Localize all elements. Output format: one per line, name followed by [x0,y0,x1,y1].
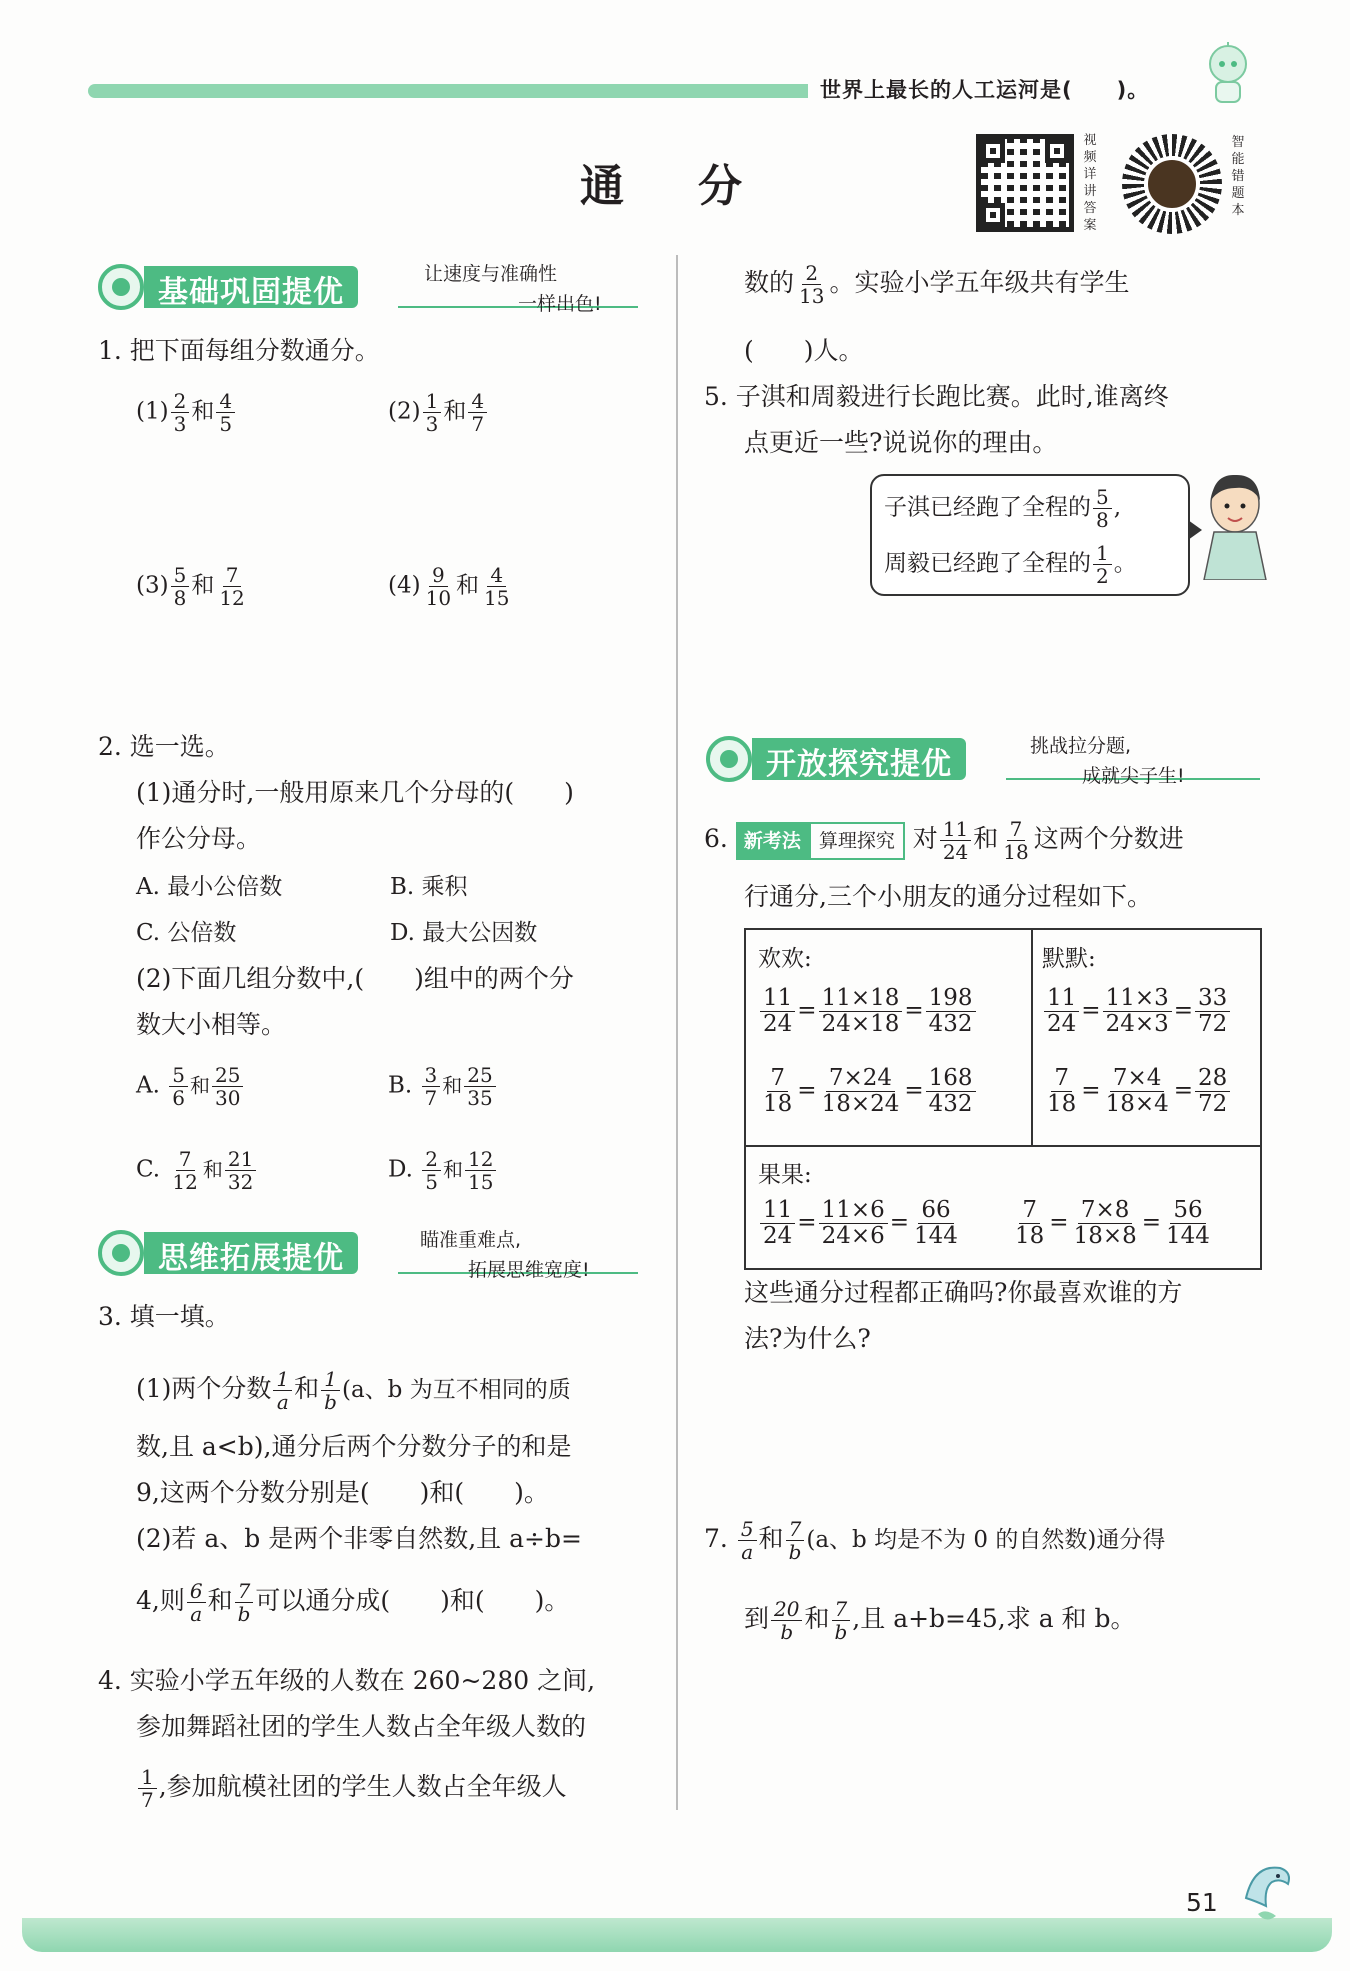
qr-center-logo [1144,156,1200,212]
momo-eq2: $\frac{7}{18}$ = $\frac{7\times 4}{18\times 4}$ = $\frac{28}{72}$ [1042,1066,1232,1117]
q6-question-line2: 法?为什么? [744,1324,871,1353]
text: 数的 [744,268,795,297]
q3-part2-line1: (2)若 a、b 是两个非零自然数,且 a÷b= [136,1524,582,1553]
qr1-caption-char: 讲 [1083,184,1097,199]
fraction [796,262,827,307]
numerator: 33 [1195,986,1230,1012]
denominator: 24 [763,1011,793,1037]
fraction [169,1064,188,1109]
and-word: 和 [191,398,215,425]
denominator: 18 [1003,840,1029,864]
numerator: 7 [832,1598,851,1621]
denominator: 15 [467,1170,494,1194]
numerator: 56 [1170,1198,1205,1224]
denominator: a [190,1602,203,1626]
q6-question-line1: 这些通分过程都正确吗?你最喜欢谁的方 [744,1278,1183,1307]
dolphin-mascot-icon [1236,1858,1296,1928]
title-char-1: 通 [580,161,630,212]
denominator: 72 [1198,1091,1228,1117]
fraction [819,986,903,1037]
fraction [1093,486,1112,531]
denominator: 24×6 [821,1223,885,1249]
q2-option-a[interactable]: A. 最小公倍数 [136,874,283,900]
numerator: 3 [422,1064,441,1087]
text: 对 [912,824,938,853]
denominator: b [324,1390,337,1414]
text: 和 [973,824,999,853]
qr-corner [981,139,1005,163]
and-word: 和 [442,1157,463,1182]
fraction [771,1598,802,1643]
denominator: 18×4 [1105,1091,1169,1117]
numerator: 7×8 [1078,1198,1133,1224]
momo-eq1: $\frac{11}{24}$ = $\frac{11\times 3}{24\times 3}$ = $\frac{33}{72}$ [1042,986,1232,1037]
text: ,参加航模社团的学生人数占全年级人 [158,1772,567,1801]
q2-choice-a[interactable] [136,1064,245,1109]
fraction [422,1148,441,1193]
fraction [926,986,976,1037]
numerator: 5 [1093,486,1112,509]
fraction [464,1064,495,1109]
numerator: 9 [429,564,448,587]
numerator: 21 [225,1148,256,1171]
guoguo-eq1: $\frac{11}{24}$ = $\frac{11\times 6}{24\times 6}$ = $\frac{66}{144}$ [758,1198,963,1249]
fraction [423,390,442,435]
text: (a、b 为互不相同的质 [341,1377,571,1403]
fraction [1195,986,1230,1037]
denominator: 24×18 [821,1011,900,1037]
fraction [216,564,247,609]
qr2-caption-char: 本 [1231,203,1245,218]
section-title: 开放探究提优 [752,738,966,780]
new-method-tag: 新考法 [736,822,809,860]
numerator: 1 [321,1368,340,1391]
numerator: 198 [926,986,976,1012]
denominator: 8 [1096,508,1109,532]
text: (1)两个分数 [136,1374,272,1403]
numerator: 11×3 [1103,986,1172,1012]
numerator: 1 [423,390,442,413]
qr1-caption [1082,132,1098,234]
q2-choice-b[interactable] [388,1064,498,1109]
text: 到 [744,1604,770,1633]
text: ,且 a+b=45,求 a 和 b。 [852,1604,1136,1633]
denominator: 144 [914,1223,958,1249]
text: (a、b 均是不为 0 的自然数)通分得 [806,1527,1166,1553]
and-word: 和 [443,398,467,425]
numerator: 1 [1093,542,1112,565]
fraction [760,1066,795,1117]
qr1-caption-char: 频 [1083,150,1097,165]
and-word: 和 [202,1157,223,1182]
denominator: b [834,1620,848,1644]
denominator: 24×3 [1105,1011,1169,1037]
numerator: 7 [1019,1198,1040,1224]
q2-stem: 2. 选一选。 [98,732,230,761]
denominator: 12 [172,1170,198,1194]
numerator: 7 [1051,1066,1072,1092]
q2-option-b[interactable]: B. 乘积 [390,874,468,900]
choice-label: D. [388,1156,413,1183]
qr2-caption [1230,134,1246,219]
section-banner-basic [98,263,638,315]
denominator: 24 [763,1223,793,1249]
qr-corner [1045,139,1069,163]
fraction [1093,542,1112,587]
numerator: 1 [273,1368,292,1391]
bubble-line2 [884,542,1137,587]
fraction [169,1148,200,1193]
denominator: 15 [484,586,510,610]
fraction [1195,1066,1230,1117]
fraction [465,1148,496,1193]
numerator: 2 [422,1148,441,1171]
denominator: 6 [172,1086,185,1110]
numerator: 11 [760,986,795,1012]
denominator: 18×24 [821,1091,900,1117]
q2-part2-line2: 数大小相等。 [136,1010,287,1039]
text: 和 [804,1604,830,1633]
bottom-band [22,1918,1332,1952]
denominator: 30 [214,1086,241,1110]
denominator: b [788,1540,802,1564]
qr1-caption-char: 案 [1083,218,1097,233]
q2-part1-line2: 作公分母。 [136,824,262,853]
numerator: 1 [138,1766,157,1789]
section-title: 基础巩固提优 [144,266,358,308]
numerator: 5 [738,1518,757,1541]
item-label: (2) [388,398,421,425]
qr2-caption-char: 题 [1231,186,1245,201]
numerator: 20 [771,1598,802,1621]
numerator: 12 [465,1148,496,1171]
numerator: 11 [760,1198,795,1224]
numerator: 7 [176,1148,195,1171]
question-number: 7. [704,1524,728,1553]
denominator: 3 [425,412,439,436]
bubble-line1 [884,486,1121,531]
q7-line1 [704,1518,1165,1563]
numerator: 7×24 [826,1066,895,1092]
fraction [171,390,190,435]
denominator: 5 [219,412,233,436]
denominator: 2 [1096,564,1109,588]
qr1-caption-char: 详 [1083,167,1097,182]
denominator: 12 [219,586,245,610]
fraction [1103,986,1172,1037]
section-banner-open [706,735,1266,787]
fraction [321,1368,340,1413]
question-number: 6. [704,824,728,853]
denominator: 5 [425,1170,438,1194]
fraction [760,986,795,1037]
and-word: 和 [442,1073,463,1098]
text: 子淇已经跑了全程的 [884,494,1091,521]
guoguo-eq2: $\frac{7}{18}$ = $\frac{7\times 8}{18\times 8}$ = $\frac{56}{144}$ [1010,1198,1215,1249]
speech-bubble [870,474,1190,596]
q1-stem: 1. 把下面每组分数通分。 [98,336,380,365]
table-divider-horizontal [746,1145,1260,1147]
numerator: 4 [468,390,487,413]
text: , [1113,494,1122,521]
numerator: 4 [487,564,506,587]
text: 和 [207,1586,233,1615]
denominator: a [276,1390,289,1414]
fraction [831,1598,850,1643]
numerator: 2 [171,390,190,413]
q1-item-3 [136,564,250,609]
fraction [187,1580,206,1625]
section-banner-thinking [98,1229,638,1281]
fraction [1044,986,1079,1037]
item-label: (3) [136,572,169,599]
numerator: 7 [1007,818,1026,841]
q5-line2: 点更近一些?说说你的理由。 [744,428,1058,457]
item-label: (1) [136,398,169,425]
fraction [819,1066,903,1117]
qr1-caption-char: 视 [1083,133,1097,148]
solutions-table [744,928,1262,1270]
q4-line3 [136,1766,567,1811]
denominator: 72 [1198,1011,1228,1037]
q2-part1-line1: (1)通分时,一般用原来几个分母的( ) [136,778,574,807]
fraction [1012,1198,1047,1249]
denominator: 18 [1047,1091,1077,1117]
numerator: 6 [187,1580,206,1603]
denominator: b [780,1620,794,1644]
qr2-caption-char: 智 [1231,135,1245,150]
qr-code-video[interactable] [976,134,1074,232]
fraction [212,1064,243,1109]
denominator: 8 [173,586,187,610]
fraction [911,1198,961,1249]
numerator: 25 [464,1064,495,1087]
denominator: 7 [471,412,485,436]
fraction [1103,1066,1172,1117]
section-note: 成就尖子生! [1082,765,1185,787]
top-band [88,84,808,98]
q4-line2: 参加舞蹈社团的学生人数占全年级人数的 [136,1712,587,1741]
momo-label: 默默: [1042,946,1096,972]
numerator: 11×18 [819,986,903,1012]
denominator: 3 [173,412,187,436]
target-icon [98,264,144,310]
fraction [738,1518,757,1563]
page-number: 51 [1186,1888,1218,1917]
fraction [1071,1198,1140,1249]
denominator: a [741,1540,754,1564]
denominator: 7 [141,1788,154,1812]
title-char-2: 分 [698,161,748,212]
and-word: 和 [189,1073,210,1098]
fraction [423,564,454,609]
q2-part2-line1: (2)下面几组分数中,( )组中的两个分 [136,964,574,993]
q2-choice-d[interactable] [388,1148,498,1193]
denominator: 32 [227,1170,254,1194]
q6-line2: 行通分,三个小朋友的通分过程如下。 [744,882,1152,911]
boy-character-icon [1200,470,1270,580]
q3-part1-line3: 9,这两个分数分别是( )和( )。 [136,1478,549,1507]
fraction [1163,1198,1213,1249]
qr1-caption-char: 答 [1083,201,1097,216]
denominator: 13 [799,284,825,308]
q5-line1: 5. 子淇和周毅进行长跑比赛。此时,谁离终 [704,382,1169,411]
choice-label: B. [388,1072,413,1099]
qr2-caption-char: 错 [1231,169,1245,184]
text: 和 [294,1374,320,1403]
choice-label: A. [136,1072,160,1099]
denominator: 144 [1166,1223,1210,1249]
fraction [760,1198,795,1249]
q4-continuation [744,262,1129,307]
numerator: 7 [786,1518,805,1541]
denominator: 18 [763,1091,793,1117]
denominator: 10 [425,586,452,610]
denominator: 24 [1047,1011,1077,1037]
q3-part1-line1 [136,1368,571,1413]
numerator: 7 [223,564,242,587]
fraction [1000,818,1031,863]
table-divider-vertical [1031,930,1033,1145]
section-note: 一样出色! [518,293,602,315]
huanhuan-eq1: $\frac{11}{24}$ = $\frac{11\times 18}{24\times 18}$ = $\frac{198}{432}$ [758,986,978,1037]
numerator: 28 [1195,1066,1230,1092]
fraction [1044,1066,1079,1117]
fraction [481,564,512,609]
text: 。 [1113,550,1137,577]
fraction [225,1148,256,1193]
fraction [468,390,487,435]
denominator: 18 [1015,1223,1045,1249]
numerator: 5 [169,1064,188,1087]
q7-line2 [744,1598,1136,1643]
denominator: 35 [467,1086,493,1110]
section-note: 让速度与准确性 [424,263,558,285]
q4-line1: 4. 实验小学五年级的人数在 260~280 之间, [98,1666,596,1695]
and-word: 和 [191,572,215,599]
fraction [171,564,190,609]
numerator: 168 [926,1066,976,1092]
q3-stem: 3. 填一填。 [98,1302,230,1331]
qr2-caption-char: 能 [1231,152,1245,167]
text: 周毅已经跑了全程的 [884,550,1091,577]
fraction [422,1064,441,1109]
robot-mascot-icon [1198,42,1258,106]
text: 。实验小学五年级共有学生 [829,268,1130,297]
fraction [819,1198,888,1249]
fraction [138,1766,157,1811]
q3-part1-line2: 数,且 a<b),通分后两个分数分子的和是 [136,1432,572,1461]
fraction [940,818,971,863]
numerator: 11 [940,818,971,841]
q2-option-c[interactable]: C. 公倍数 [136,920,237,946]
numerator: 2 [802,262,821,285]
numerator: 7 [235,1580,254,1603]
q1-item-1 [136,390,237,435]
satellite-icon [706,736,752,782]
denominator: 18×8 [1073,1223,1137,1249]
section-note: 瞄准重难点, [420,1229,522,1251]
fraction [273,1368,292,1413]
denominator: 7 [424,1086,438,1110]
section-note: 挑战拉分题, [1030,735,1132,757]
numerator: 4 [216,390,235,413]
text: 这两个分数进 [1033,824,1184,853]
item-label: (4) [388,572,421,599]
q6-line1 [704,818,1184,863]
header-question: 世界上最长的人工运河是( )。 [820,78,1150,102]
denominator: 24 [942,840,969,864]
fraction [216,390,235,435]
ufo-icon [98,1230,144,1276]
qr-corner [981,203,1005,227]
numerator: 11×6 [819,1198,888,1224]
q2-option-d[interactable]: D. 最大公因数 [390,920,538,946]
q1-item-4 [388,564,515,609]
topic-tag: 算理探究 [809,822,905,860]
section-title: 思维拓展提优 [144,1232,358,1274]
denominator: 432 [928,1091,973,1117]
fraction [235,1580,254,1625]
huanhuan-label: 欢欢: [758,946,812,972]
text: 可以通分成( )和( )。 [255,1586,570,1615]
huanhuan-eq2: $\frac{7}{18}$ = $\frac{7\times 24}{18\times 24}$ = $\frac{168}{432}$ [758,1066,978,1117]
numerator: 25 [212,1064,243,1087]
page-title [580,150,748,214]
numerator: 66 [918,1198,953,1224]
column-divider [676,255,678,1810]
q4-answer-blank: ( )人。 [744,336,864,365]
choice-label: C. [136,1156,161,1183]
numerator: 7×4 [1110,1066,1165,1092]
numerator: 11 [1044,986,1079,1012]
text: 和 [758,1524,784,1553]
guoguo-label: 果果: [758,1162,812,1188]
q3-part2-line2 [136,1580,569,1625]
denominator: 432 [928,1011,973,1037]
q2-choice-c[interactable] [136,1148,258,1193]
q1-item-2 [388,390,489,435]
text: 4,则 [136,1586,185,1615]
fraction [926,1066,976,1117]
and-word: 和 [456,572,480,599]
numerator: 7 [767,1066,788,1092]
denominator: b [237,1602,251,1626]
section-note: 拓展思维宽度! [468,1259,590,1281]
fraction [786,1518,805,1563]
numerator: 5 [171,564,190,587]
